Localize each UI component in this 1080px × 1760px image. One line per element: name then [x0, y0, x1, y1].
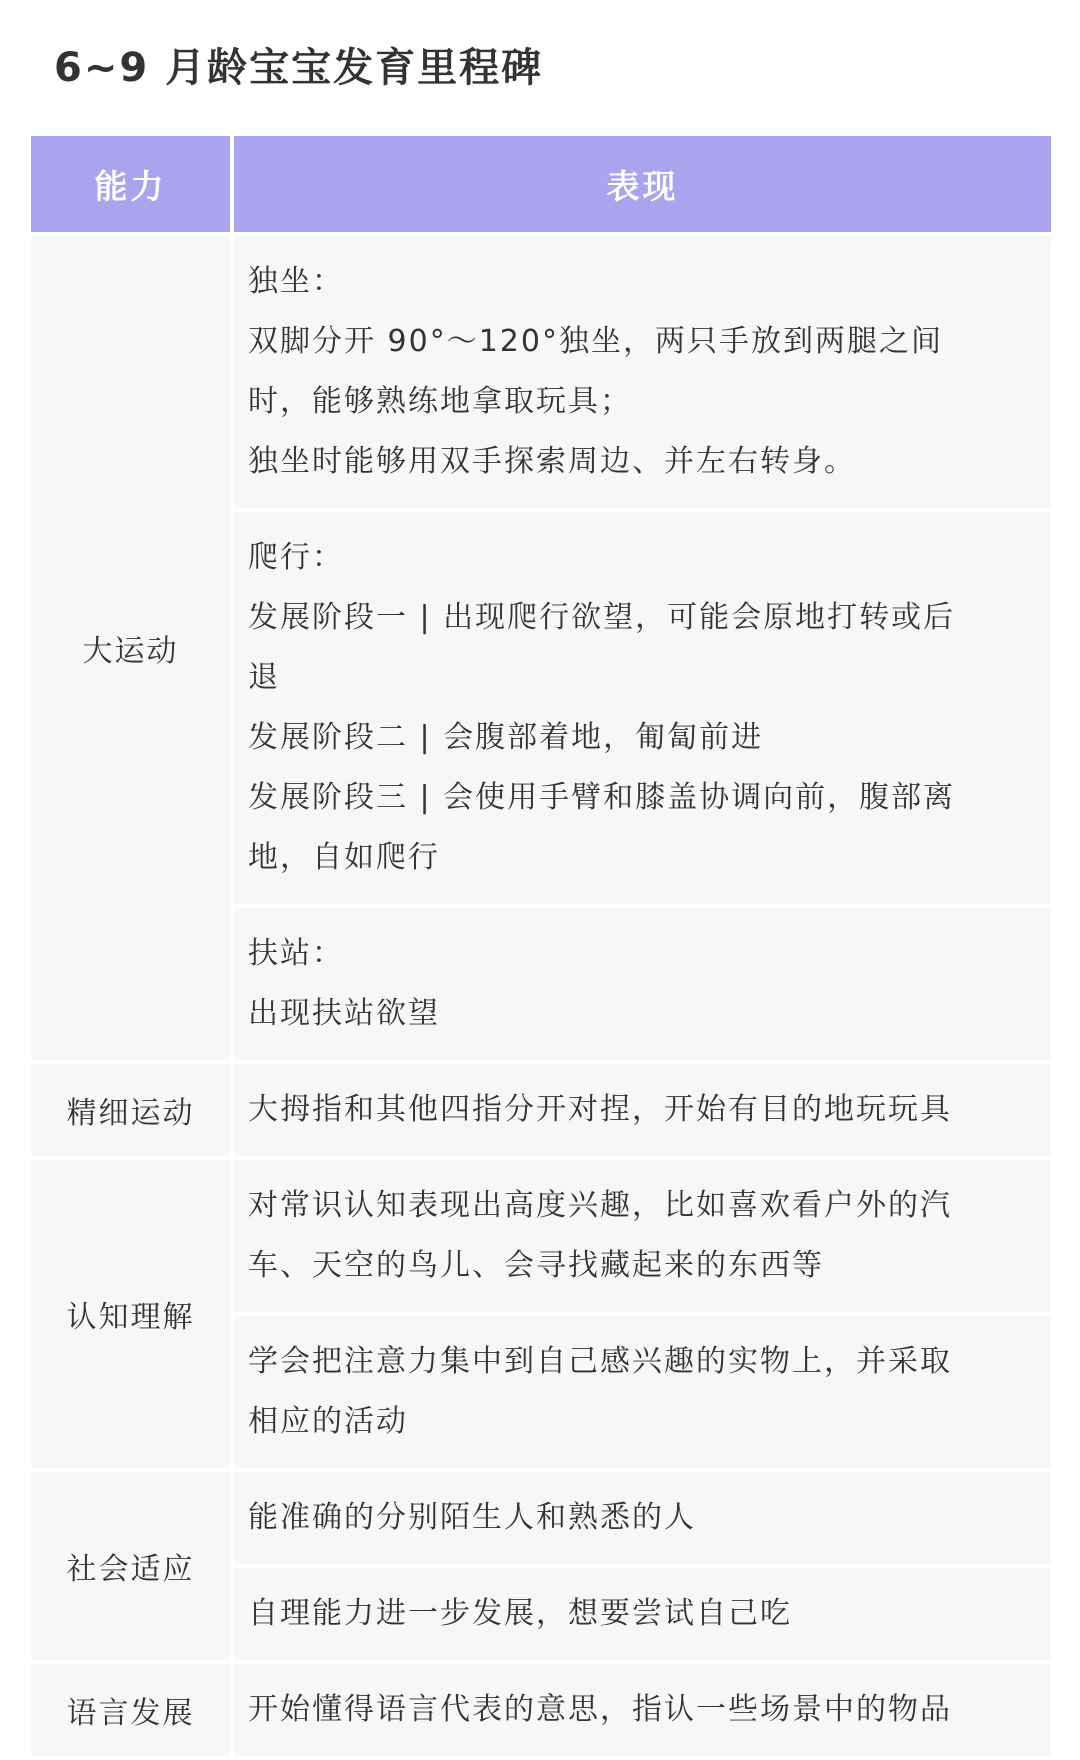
performance-line: 时，能够熟练地拿取玩具；	[248, 384, 632, 419]
performance-cell-sitting	[234, 236, 1051, 508]
table-row-fine-motor	[31, 1064, 1051, 1156]
performance-cell-standing	[234, 908, 1051, 1060]
performance-line: 爬行：	[248, 540, 344, 575]
ability-cell: 社会适应	[31, 1472, 230, 1660]
performance-line: 自理能力进一步发展，想要尝试自己吃	[248, 1596, 792, 1631]
performance-line: 对常识认知表现出高度兴趣，比如喜欢看户外的汽	[248, 1188, 952, 1223]
performance-column	[234, 236, 1051, 1060]
performance-column	[234, 1472, 1051, 1660]
performance-line: 独坐：	[248, 264, 344, 299]
table-row-gross-motor	[31, 236, 1051, 1060]
performance-line: 相应的活动	[248, 1404, 408, 1439]
performance-line: 退	[248, 660, 280, 695]
performance-line: 车、天空的鸟儿、会寻找藏起来的东西等	[248, 1248, 824, 1283]
performance-column	[234, 1064, 1051, 1156]
performance-line: 学会把注意力集中到自己感兴趣的实物上，并采取	[248, 1344, 952, 1379]
performance-cell	[234, 1664, 1051, 1756]
performance-cell	[234, 1160, 1051, 1312]
performance-cell-crawling	[234, 512, 1051, 904]
performance-column	[234, 1664, 1051, 1756]
milestone-table	[31, 136, 1051, 1760]
performance-line: 发展阶段二 | 会腹部着地，匍匐前进	[248, 720, 764, 755]
performance-line: 发展阶段一 | 出现爬行欲望，可能会原地打转或后	[248, 600, 956, 635]
performance-cell	[234, 1472, 1051, 1564]
ability-cell: 大运动	[31, 236, 230, 1060]
performance-line: 独坐时能够用双手探索周边、并左右转身。	[248, 444, 856, 479]
performance-column	[234, 1160, 1051, 1468]
table-row-social	[31, 1472, 1051, 1660]
table-row-language	[31, 1664, 1051, 1756]
performance-line: 发展阶段三 | 会使用手臂和膝盖协调向前，腹部离	[248, 780, 956, 815]
performance-line: 开始懂得语言代表的意思，指认一些场景中的物品	[248, 1692, 952, 1727]
performance-line: 扶站：	[248, 936, 344, 971]
ability-cell: 语言发展	[31, 1664, 230, 1756]
performance-line: 能准确的分别陌生人和熟悉的人	[248, 1500, 696, 1535]
performance-line: 地，自如爬行	[248, 840, 440, 875]
performance-line: 双脚分开 90°～120°独坐，两只手放到两腿之间	[248, 324, 943, 359]
performance-line: 大拇指和其他四指分开对捏，开始有目的地玩玩具	[248, 1092, 952, 1127]
header-ability: 能力	[31, 136, 230, 232]
performance-cell	[234, 1568, 1051, 1660]
ability-cell: 认知理解	[31, 1160, 230, 1468]
performance-line: 出现扶站欲望	[248, 996, 440, 1031]
header-performance: 表现	[234, 136, 1051, 232]
ability-cell: 精细运动	[31, 1064, 230, 1156]
table-header-row	[31, 136, 1051, 232]
performance-cell	[234, 1316, 1051, 1468]
page-title: 6~9 月龄宝宝发育里程碑	[54, 45, 544, 91]
performance-cell	[234, 1064, 1051, 1156]
table-row-cognition	[31, 1160, 1051, 1468]
